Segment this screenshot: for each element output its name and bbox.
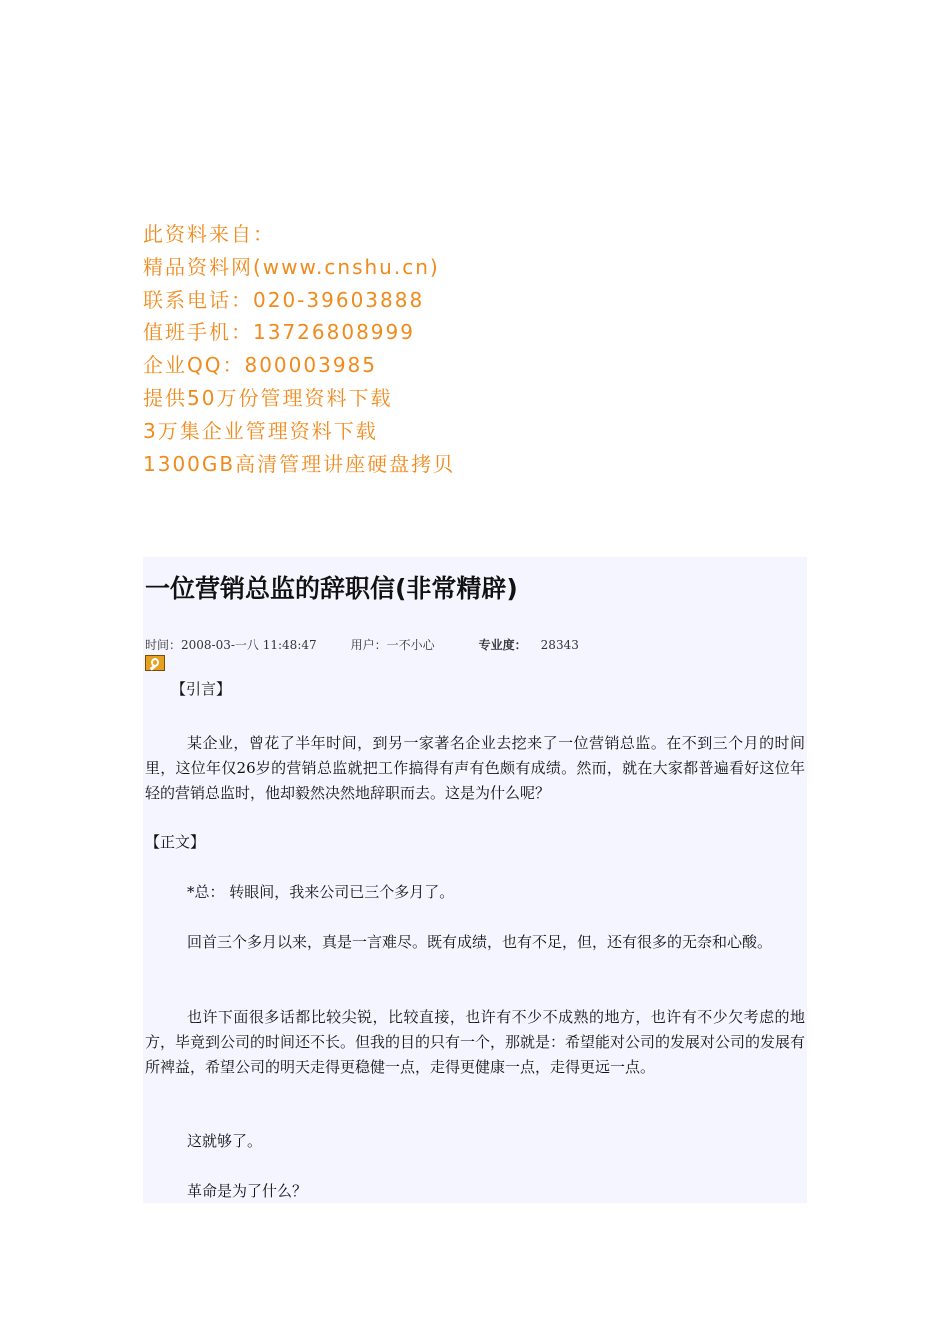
promo-phone-line: 联系电话：020-39603888 [143,287,425,312]
body-paragraph-3: 也许下面很多话都比较尖锐，比较直接，也许有不少不成熟的地方，也许有不少欠考虑的地方，毕竟到公司的时间还不长。但我的目的只有一个，那就是：希望能对公司的发展对公司的发展有所裨益，希望公司的明天走得更稳健一点，走得更健康一点，走得更远一点。 [145,1008,806,1076]
body-paragraph-4: 这就够了。 [187,1132,263,1150]
promo-video-line: 3万集企业管理资料下载 [143,418,378,443]
promo-source-line: 此资料来自： [143,222,275,246]
intro-heading: 【引言】 [171,680,232,698]
body-paragraph-2: 回首三个多月以来，真是一言难尽。既有成绩，也有不足，但，还有很多的无奈和心酸。 [187,933,773,951]
intro-paragraph: 某企业，曾花了半年时间，到另一家著名企业去挖来了一位营销总监。在不到三个月的时间里，这位年仅26岁的营销总监就把工作搞得有声有色颇有成绩。然而，就在大家都普遍看好这位年轻的营销总监时，他却毅然决然地辞职而去。这是为什么呢？ [145,734,805,802]
promo-mobile-line: 值班手机：13726808999 [143,320,415,345]
article-panel [143,557,807,1203]
meta-time: 时间：2008-03-一八 11:48:47 [145,638,317,652]
promo-website-line: 精品资料网(www.cnshu.cn) [143,254,440,279]
promo-lecture-line: 1300GB高清管理讲座硬盘拷贝 [143,451,456,476]
meta-user: 用户：一不小心 [350,638,435,652]
promo-block [143,218,455,480]
meta-expertise-label: 专业度： [478,638,527,652]
meta-expertise-value: 28343 [540,638,579,652]
body-heading: 【正文】 [145,833,206,851]
promo-qq-line: 企业QQ：800003985 [143,353,378,378]
article-meta [145,636,579,653]
article-title: 一位营销总监的辞职信(非常精辟) [145,574,518,603]
user-badge-icon [145,655,165,671]
body-paragraph-5: 革命是为了什么？ [187,1182,308,1200]
body-paragraph-1: *总： 转眼间，我来公司已三个多月了。 [187,883,455,901]
promo-offer-line: 提供50万份管理资料下载 [143,385,393,410]
